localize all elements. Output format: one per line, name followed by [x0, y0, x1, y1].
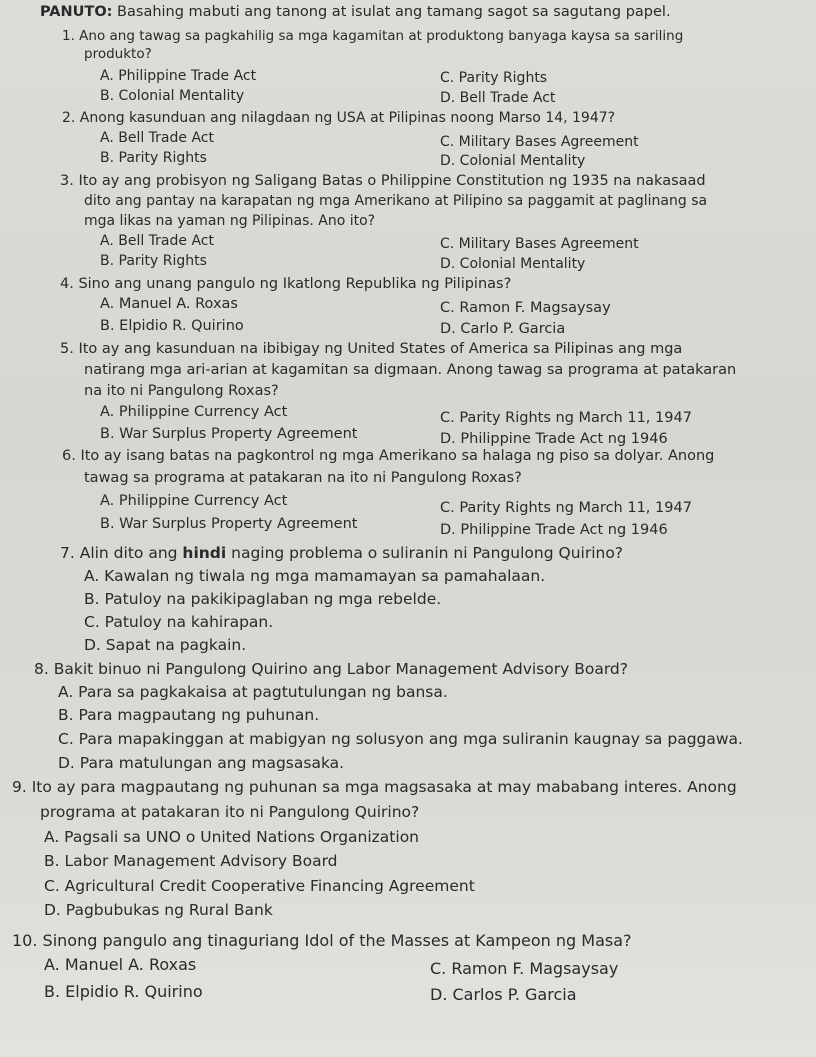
question-8: 8. Bakit binuo ni Pangulong Quirino ang Labor Management Advisory Board?	[34, 660, 628, 678]
question-5-cont-1: natirang mga ari-arian at kagamitan sa digmaan. Anong tawag sa programa at patakaran	[84, 362, 737, 378]
question-7-emphasis: hindi	[182, 544, 227, 562]
q5-choice-a: A. Philippine Currency Act	[100, 404, 288, 420]
q3-choice-a: A. Bell Trade Act	[100, 233, 214, 249]
q7-choice-c: C. Patuloy na kahirapan.	[84, 613, 274, 631]
question-6: 6. Ito ay isang batas na pagkontrol ng mga Amerikano sa halaga ng piso sa dolyar. Anong	[62, 448, 715, 464]
q4-choice-a: A. Manuel A. Roxas	[100, 296, 238, 312]
q2-choice-c: C. Military Bases Agreement	[440, 134, 639, 150]
question-6-cont: tawag sa programa at patakaran na ito ni Pangulong Roxas?	[84, 470, 522, 486]
question-7	[60, 544, 623, 562]
q8-choice-c: C. Para mapakinggan at mabigyan ng solusyon ang mga suliranin kaugnay sa paggawa.	[58, 730, 743, 748]
question-7-text-end: naging problema o suliranin ni Pangulong Quirino?	[226, 544, 624, 562]
q7-choice-d: D. Sapat na pagkain.	[84, 636, 247, 654]
q3-choice-c: C. Military Bases Agreement	[440, 236, 639, 252]
question-5-cont-2: na ito ni Pangulong Roxas?	[84, 383, 279, 399]
question-3: 3. Ito ay ang probisyon ng Saligang Batas o Philippine Constitution ng 1935 na nakasaad	[60, 173, 706, 189]
q1-choice-c: C. Parity Rights	[440, 70, 548, 86]
q4-choice-c: C. Ramon F. Magsaysay	[440, 300, 611, 316]
q9-choice-a: A. Pagsali sa UNO o United Nations Organization	[44, 828, 419, 846]
q4-choice-d: D. Carlo P. Garcia	[440, 321, 566, 337]
q5-choice-c: C. Parity Rights ng March 11, 1947	[440, 410, 692, 426]
q8-choice-a: A. Para sa pagkakaisa at pagtutulungan ng bansa.	[58, 683, 448, 701]
q8-choice-b: B. Para magpautang ng puhunan.	[58, 706, 320, 724]
question-4: 4. Sino ang unang pangulo ng Ikatlong Republika ng Pilipinas?	[60, 276, 512, 292]
q2-choice-b: B. Parity Rights	[100, 150, 207, 166]
question-5: 5. Ito ay ang kasunduan na ibibigay ng United States of America sa Pilipinas ang mga	[60, 341, 683, 357]
q7-choice-b: B. Patuloy na pakikipaglaban ng mga rebelde.	[84, 590, 442, 608]
q2-choice-d: D. Colonial Mentality	[440, 153, 586, 169]
question-2: 2. Anong kasunduan ang nilagdaan ng USA at Pilipinas noong Marso 14, 1947?	[62, 110, 616, 126]
instruction-text: Basahing mabuti ang tanong at isulat ang tamang sagot sa sagutang papel.	[112, 4, 671, 20]
q10-choice-c: C. Ramon F. Magsaysay	[430, 959, 619, 978]
q10-choice-b: B. Elpidio R. Quirino	[44, 982, 203, 1001]
question-9: 9. Ito ay para magpautang ng puhunan sa mga magsasaka at may mababang interes. Anong	[12, 778, 737, 796]
q1-choice-d: D. Bell Trade Act	[440, 90, 556, 106]
q6-choice-b: B. War Surplus Property Agreement	[100, 516, 358, 532]
q6-choice-a: A. Philippine Currency Act	[100, 493, 288, 509]
q6-choice-c: C. Parity Rights ng March 11, 1947	[440, 500, 692, 516]
q10-choice-d: D. Carlos P. Garcia	[430, 985, 577, 1004]
q7-choice-a: A. Kawalan ng tiwala ng mga mamamayan sa pamahalaan.	[84, 567, 546, 585]
q5-choice-b: B. War Surplus Property Agreement	[100, 426, 358, 442]
question-9-cont: programa at patakaran ito ni Pangulong Quirino?	[40, 803, 420, 821]
instruction-label: PANUTO:	[40, 4, 113, 20]
q2-choice-a: A. Bell Trade Act	[100, 130, 214, 146]
q3-choice-d: D. Colonial Mentality	[440, 256, 586, 272]
q3-choice-b: B. Parity Rights	[100, 253, 207, 269]
q8-choice-d: D. Para matulungan ang magsasaka.	[58, 754, 345, 772]
q9-choice-b: B. Labor Management Advisory Board	[44, 852, 338, 870]
question-3-cont-1: dito ang pantay na karapatan ng mga Amerikano at Pilipino sa paggamit at paglinang sa	[84, 193, 708, 209]
q10-choice-a: A. Manuel A. Roxas	[44, 955, 197, 974]
question-1: 1. Ano ang tawag sa pagkahilig sa mga kagamitan at produktong banyaga kaysa sa sariling	[62, 28, 684, 44]
q1-choice-b: B. Colonial Mentality	[100, 88, 245, 104]
q9-choice-c: C. Agricultural Credit Cooperative Financing Agreement	[44, 877, 475, 895]
question-10: 10. Sinong pangulo ang tinaguriang Idol of the Masses at Kampeon ng Masa?	[12, 931, 632, 950]
q5-choice-d: D. Philippine Trade Act ng 1946	[440, 431, 668, 447]
question-1-cont: produkto?	[84, 46, 152, 62]
q1-choice-a: A. Philippine Trade Act	[100, 68, 257, 84]
instructions	[40, 4, 671, 20]
question-7-text-start: 7. Alin dito ang	[60, 544, 183, 562]
q4-choice-b: B. Elpidio R. Quirino	[100, 318, 244, 334]
question-3-cont-2: mga likas na yaman ng Pilipinas. Ano ito?	[84, 213, 376, 229]
q9-choice-d: D. Pagbubukas ng Rural Bank	[44, 901, 273, 919]
q6-choice-d: D. Philippine Trade Act ng 1946	[440, 522, 668, 538]
